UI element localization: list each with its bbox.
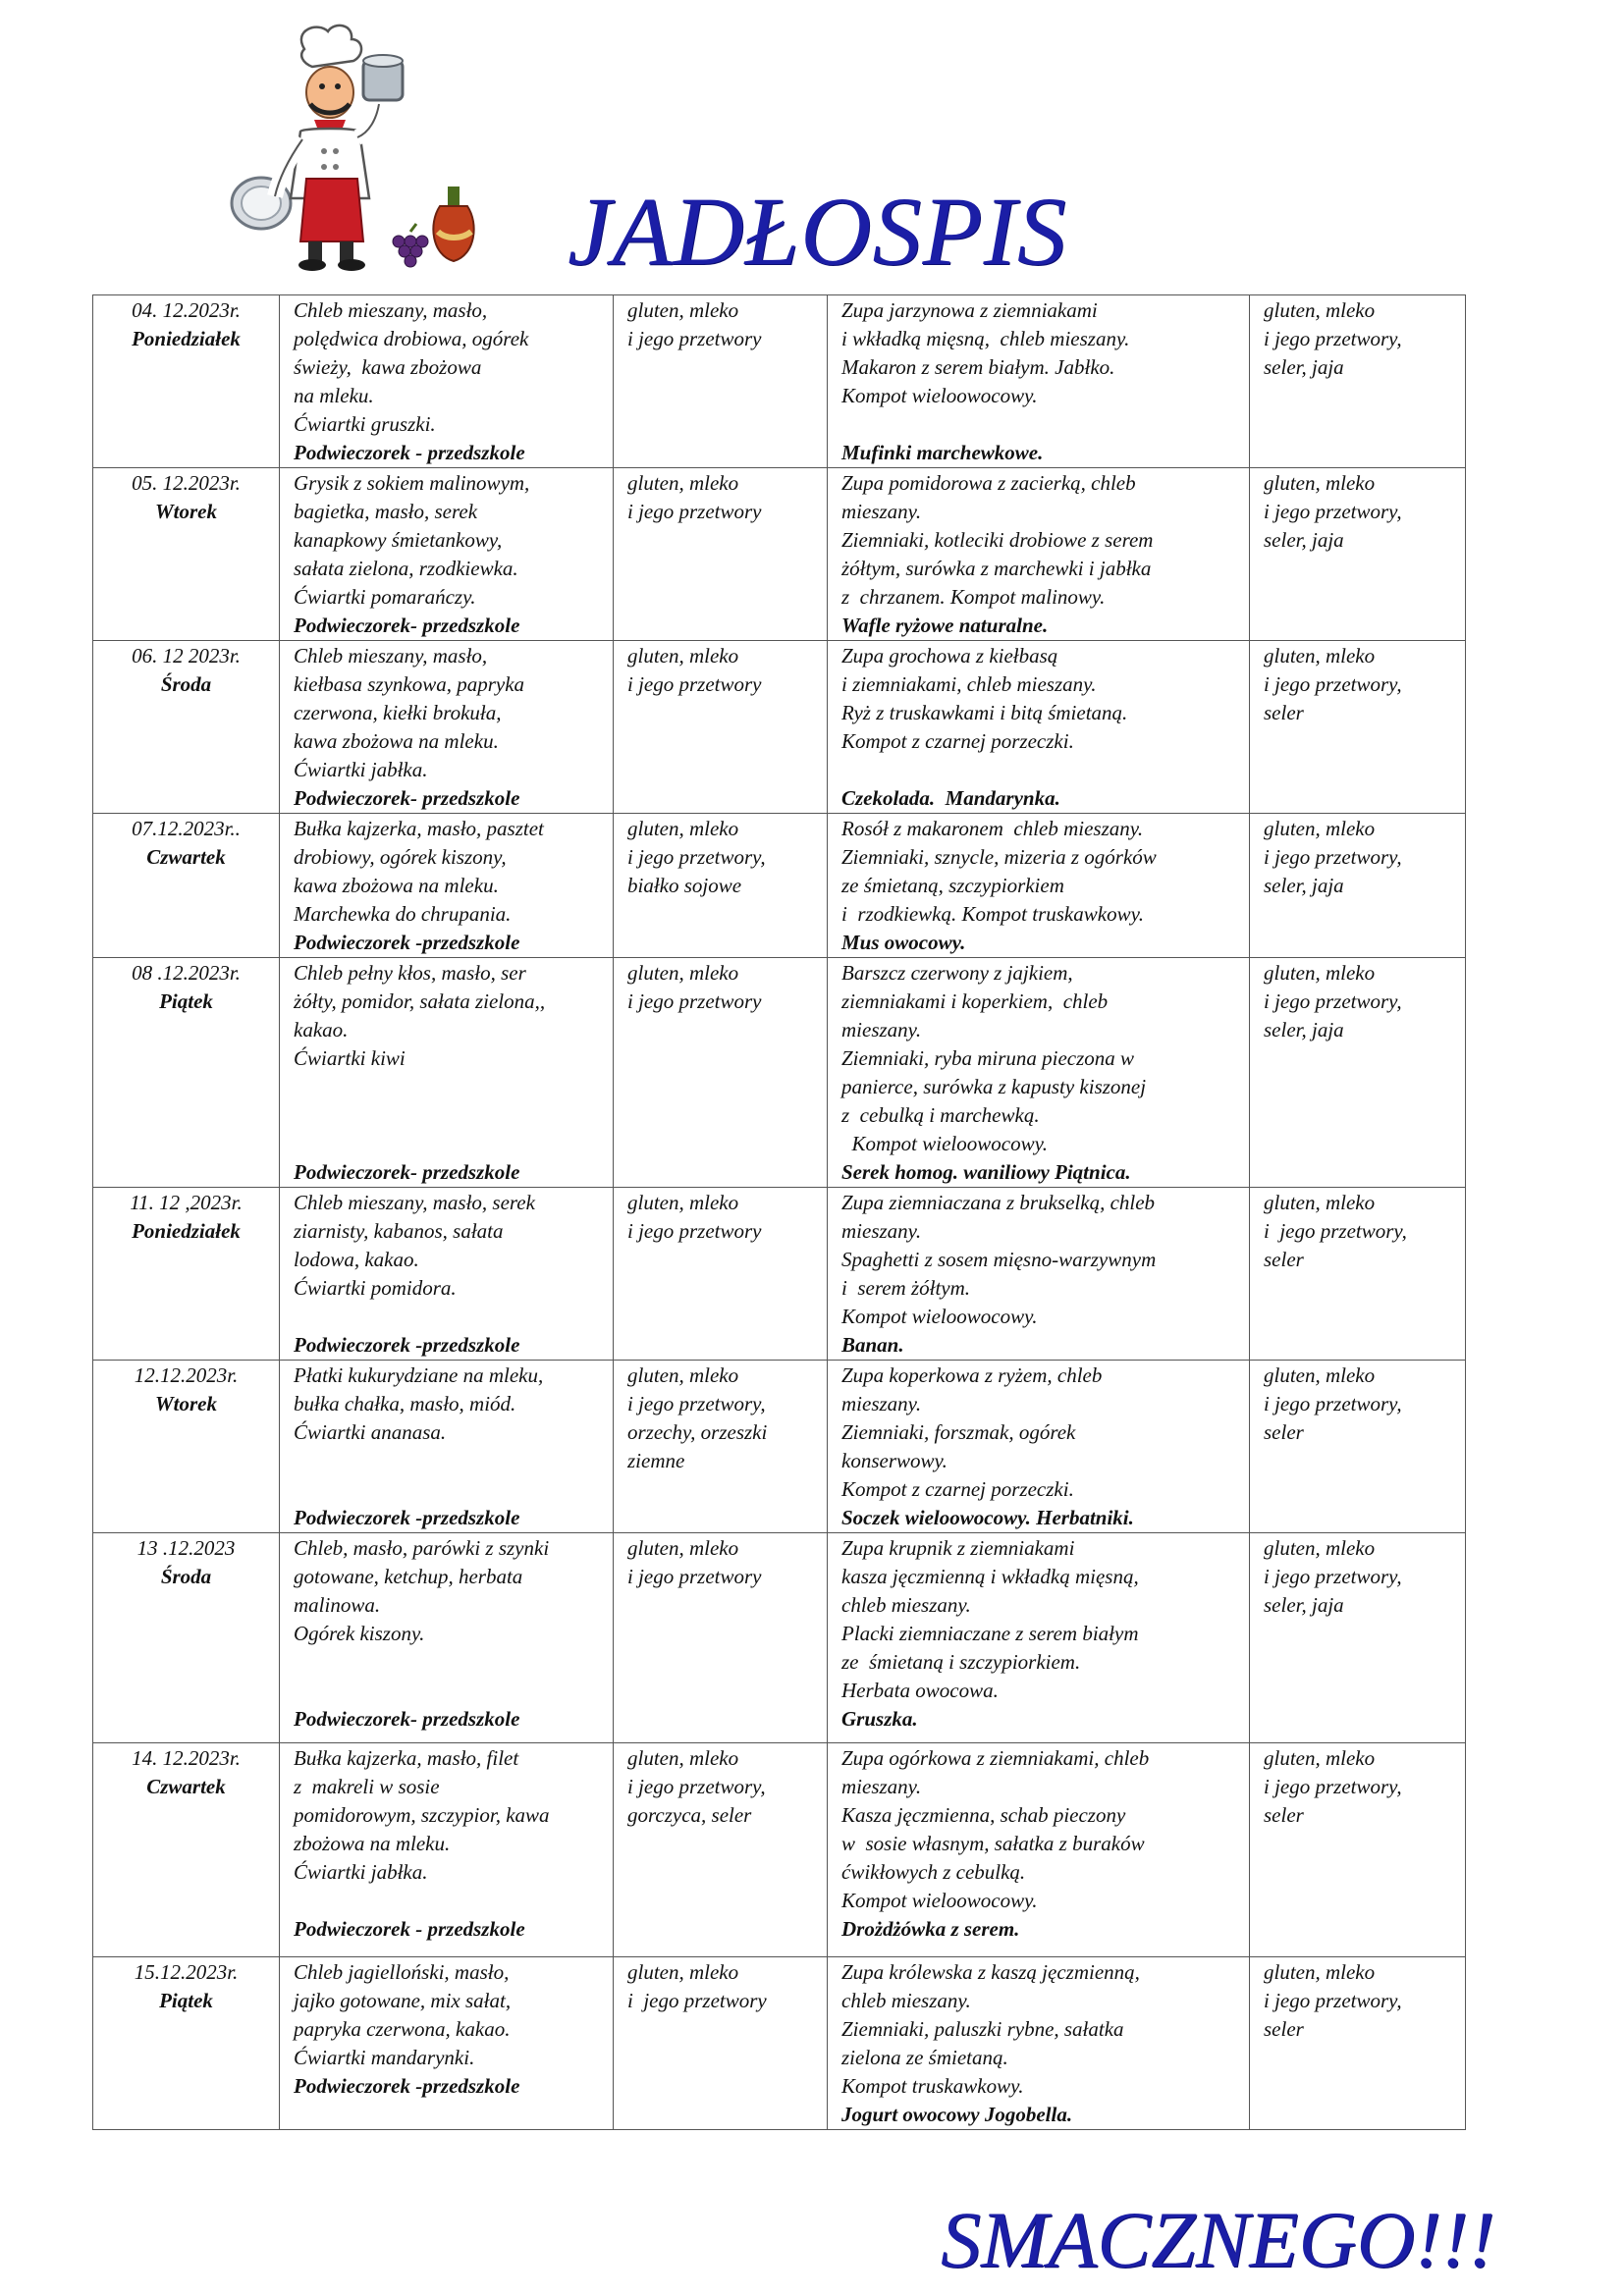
breakfast-cell-line: Chleb, masło, parówki z szynki [294,1536,550,1560]
date-cell [93,641,280,814]
breakfast-cell-line [294,1677,613,1705]
breakfast-cell-line: z makreli w sosie [294,1775,440,1798]
dinner-allergens-cell-line: seler [1264,701,1304,724]
dinner-cell-line: mieszany. [841,1775,922,1798]
date-cell [93,1188,280,1361]
dinner-cell [828,1743,1250,1957]
breakfast-snack: Podwieczorek- przedszkole [294,1707,520,1731]
dinner-cell [828,641,1250,814]
breakfast-cell-line: lodowa, kakao. [294,1248,419,1271]
dinner-cell-line: Makaron z serem białym. Jabłko. [841,355,1115,379]
breakfast-allergens-cell-line: i jego przetwory, [627,845,766,869]
dinner-snack: Wafle ryżowe naturalne. [841,614,1049,637]
breakfast-cell-line [294,1447,613,1475]
breakfast-cell-line: kakao. [294,1018,349,1041]
dinner-cell-line: i wkładką mięsną, chleb mieszany. [841,327,1130,350]
breakfast-cell-line: papryka czerwona, kakao. [294,2017,511,2041]
dinner-allergens-cell-line: i jego przetwory, [1264,845,1402,869]
date-cell [93,295,280,468]
table-row [93,958,1466,1188]
dinner-cell-line: ze śmietaną i szczypiorkiem. [841,1650,1081,1674]
dinner-cell-line: kasza jęczmienną i wkładką mięsną, [841,1565,1139,1588]
breakfast-allergens-cell [614,468,828,641]
dinner-allergens-cell-line: i jego przetwory, [1264,1775,1402,1798]
date-cell [93,1361,280,1533]
breakfast-allergens-cell [614,1533,828,1743]
breakfast-allergens-cell-line: i jego przetwory [627,989,762,1013]
breakfast-cell-line: żółty, pomidor, sałata zielona,, [294,989,546,1013]
dinner-cell-line: Ziemniaki, paluszki rybne, sałatka [841,2017,1124,2041]
dinner-cell-line: Kompot wieloowocowy. [841,384,1038,407]
dinner-cell-line: w sosie własnym, sałatka z buraków [841,1832,1145,1855]
table-row [93,1188,1466,1361]
date-text: 13 .12.2023 [136,1536,236,1560]
breakfast-allergens-cell-line: gluten, mleko [627,298,739,322]
dinner-allergens-cell [1250,295,1466,468]
dinner-cell [828,468,1250,641]
dinner-cell-line: Ziemniaki, forszmak, ogórek [841,1420,1076,1444]
date-cell [93,1743,280,1957]
breakfast-cell-line: Chleb pełny kłos, masło, ser [294,961,526,985]
dinner-cell-line: Ziemniaki, kotleciki drobiowe z serem [841,528,1154,552]
table-row [93,1743,1466,1957]
breakfast-cell-line [294,1101,613,1130]
dinner-cell [828,1533,1250,1743]
breakfast-allergens-cell [614,1743,828,1957]
dinner-allergens-cell-line: seler [1264,1420,1304,1444]
dinner-allergens-cell [1250,1743,1466,1957]
dinner-snack: Jogurt owocowy Jogobella. [841,2103,1073,2126]
breakfast-cell-line: na mleku. [294,384,374,407]
breakfast-allergens-cell-line: gorczyca, seler [627,1803,752,1827]
breakfast-allergens-cell-line: gluten, mleko [627,1191,739,1214]
breakfast-snack: Podwieczorek -przedszkole [294,1333,520,1357]
breakfast-allergens-cell [614,1361,828,1533]
dinner-allergens-cell [1250,1533,1466,1743]
dinner-cell-line: Kompot wieloowocowy. [841,1305,1038,1328]
breakfast-cell-line: Ćwiartki ananasa. [294,1420,447,1444]
table-row [93,814,1466,958]
breakfast-allergens-cell-line: i jego przetwory, [627,1775,766,1798]
dinner-cell-line: Barszcz czerwony z jajkiem, [841,961,1073,985]
dinner-snack: Mufinki marchewkowe. [841,441,1044,464]
breakfast-allergens-cell-line: i jego przetwory, [627,1392,766,1415]
breakfast-cell [280,814,614,958]
breakfast-allergens-cell-line: i jego przetwory [627,1565,762,1588]
breakfast-cell-line [294,1073,613,1101]
dinner-cell-line: z chrzanem. Kompot malinowy. [841,585,1106,609]
breakfast-cell-line: Bułka kajzerka, masło, filet [294,1746,519,1770]
dinner-snack: Mus owocowy. [841,931,966,954]
date-text: 12.12.2023r. [134,1363,239,1387]
dinner-cell [828,958,1250,1188]
breakfast-snack: Podwieczorek- przedszkole [294,614,520,637]
breakfast-cell-line: Płatki kukurydziane na mleku, [294,1363,544,1387]
dinner-cell [828,1361,1250,1533]
dinner-cell-line: mieszany. [841,1219,922,1243]
dinner-allergens-cell-line: gluten, mleko [1264,817,1376,840]
dinner-allergens-cell-line: gluten, mleko [1264,644,1376,667]
breakfast-allergens-cell-line: gluten, mleko [627,1960,739,1984]
dinner-cell-line: z cebulką i marchewką. [841,1103,1040,1127]
breakfast-cell-line: gotowane, ketchup, herbata [294,1565,523,1588]
date-cell [93,468,280,641]
breakfast-allergens-cell [614,814,828,958]
weekday-text: Piątek [159,989,213,1013]
breakfast-cell-line: bagietka, masło, serek [294,500,478,523]
date-text: 06. 12 2023r. [132,644,241,667]
dinner-allergens-cell-line: seler, jaja [1264,528,1344,552]
breakfast-cell-line: bułka chałka, masło, miód. [294,1392,516,1415]
dinner-cell-line: Rosół z makaronem chleb mieszany. [841,817,1144,840]
breakfast-allergens-cell-line: gluten, mleko [627,961,739,985]
breakfast-cell [280,1188,614,1361]
dinner-allergens-cell [1250,1361,1466,1533]
breakfast-cell [280,468,614,641]
breakfast-allergens-cell-line: białko sojowe [627,874,742,897]
dinner-allergens-cell-line: gluten, mleko [1264,961,1376,985]
dinner-cell-line: Spaghetti z sosem mięsno-warzywnym [841,1248,1157,1271]
dinner-allergens-cell-line: i jego przetwory, [1264,989,1402,1013]
dinner-cell-line: Kompot truskawkowy. [841,2074,1024,2098]
dinner-cell-line: konserwowy. [841,1449,947,1472]
dinner-allergens-cell-line: gluten, mleko [1264,298,1376,322]
dinner-cell-line: i rzodkiewką. Kompot truskawkowy. [841,902,1144,926]
breakfast-allergens-cell-line: gluten, mleko [627,1536,739,1560]
dinner-allergens-cell-line: i jego przetwory, [1264,1989,1402,2012]
breakfast-cell-line: Chleb mieszany, masło, [294,644,488,667]
weekday-text: Wtorek [155,1392,217,1415]
breakfast-cell-line: Ćwiartki pomidora. [294,1276,457,1300]
dinner-cell-line: Zupa ziemniaczana z brukselką, chleb [841,1191,1156,1214]
breakfast-snack: Podwieczorek - przedszkole [294,1917,525,1941]
breakfast-allergens-cell-line: i jego przetwory [627,1989,767,2012]
dinner-allergens-cell-line: seler [1264,2017,1304,2041]
dinner-allergens-cell-line: gluten, mleko [1264,1746,1376,1770]
dinner-cell-line: Kompot z czarnej porzeczki. [841,1477,1074,1501]
dinner-cell-line: Zupa grochowa z kiełbasą [841,644,1058,667]
breakfast-cell [280,1361,614,1533]
menu-table [92,294,1466,2130]
breakfast-cell-line: czerwona, kiełki brokuła, [294,701,502,724]
breakfast-cell-line: Ćwiartki pomarańczy. [294,585,476,609]
dinner-cell-line: Kompot z czarnej porzeczki. [841,729,1074,753]
table-row [93,641,1466,814]
breakfast-cell-line: kanapkowy śmietankowy, [294,528,503,552]
breakfast-cell-line: jajko gotowane, mix sałat, [294,1989,512,2012]
breakfast-allergens-cell-line: i jego przetwory [627,1219,762,1243]
breakfast-allergens-cell [614,641,828,814]
dinner-cell-line: panierce, surówka z kapusty kiszonej [841,1075,1147,1098]
dinner-allergens-cell [1250,1957,1466,2130]
breakfast-cell-line: ziarnisty, kabanos, sałata [294,1219,504,1243]
dinner-cell-line [841,410,1249,439]
dinner-allergens-cell-line: i jego przetwory, [1264,1219,1407,1243]
dinner-cell-line: Zupa ogórkowa z ziemniakami, chleb [841,1746,1150,1770]
dinner-cell-line: ziemniakami i koperkiem, chleb [841,989,1109,1013]
date-text: 15.12.2023r. [134,1960,239,1984]
date-text: 14. 12.2023r. [132,1746,241,1770]
table-row [93,1957,1466,2130]
dinner-cell-line: Herbata owocowa. [841,1679,999,1702]
weekday-text: Poniedziałek [132,327,241,350]
dinner-allergens-cell-line: seler [1264,1248,1304,1271]
breakfast-cell [280,1533,614,1743]
dinner-cell-line: mieszany. [841,1392,922,1415]
breakfast-allergens-cell-line: gluten, mleko [627,471,739,495]
dinner-allergens-cell-line: seler, jaja [1264,874,1344,897]
dinner-allergens-cell-line: i jego przetwory, [1264,672,1402,696]
dinner-cell-line: i serem żółtym. [841,1276,971,1300]
breakfast-cell-line [294,1887,613,1915]
breakfast-cell [280,641,614,814]
dinner-allergens-cell-line: i jego przetwory, [1264,1392,1402,1415]
breakfast-allergens-cell [614,958,828,1188]
date-cell [93,958,280,1188]
breakfast-allergens-cell-line: i jego przetwory [627,327,762,350]
dinner-cell-line: Zupa koperkowa z ryżem, chleb [841,1363,1103,1387]
dinner-cell-line: Kasza jęczmienna, schab pieczony [841,1803,1126,1827]
breakfast-allergens-cell [614,1957,828,2130]
dinner-cell [828,295,1250,468]
dinner-allergens-cell-line: seler [1264,1803,1304,1827]
dinner-allergens-cell-line: gluten, mleko [1264,1191,1376,1214]
weekday-text: Środa [160,1565,212,1588]
breakfast-allergens-cell-line: gluten, mleko [627,644,739,667]
dinner-cell-line: mieszany. [841,1018,922,1041]
breakfast-snack: Podwieczorek -przedszkole [294,931,520,954]
breakfast-cell-line [294,1303,613,1331]
date-text: 04. 12.2023r. [132,298,241,322]
breakfast-allergens-cell-line: orzechy, orzeszki [627,1420,768,1444]
dinner-cell-line: Ryż z truskawkami i bitą śmietaną. [841,701,1128,724]
dinner-allergens-cell [1250,1188,1466,1361]
dinner-cell-line: i ziemniakami, chleb mieszany. [841,672,1097,696]
breakfast-snack: Podwieczorek- przedszkole [294,786,520,810]
dinner-allergens-cell [1250,814,1466,958]
dinner-allergens-cell-line: i jego przetwory, [1264,327,1402,350]
dinner-snack: Soczek wieloowocowy. Herbatniki. [841,1506,1134,1529]
dinner-cell-line: Ziemniaki, ryba miruna pieczona w [841,1046,1135,1070]
date-cell [93,814,280,958]
breakfast-allergens-cell-line: gluten, mleko [627,817,739,840]
page-title: JADŁOSPIS [568,177,1067,286]
dinner-allergens-cell-line: i jego przetwory, [1264,1565,1402,1588]
breakfast-allergens-cell [614,295,828,468]
dinner-cell-line: Zupa królewska z kaszą jęczmienną, [841,1960,1140,1984]
dinner-snack: Banan. [841,1333,904,1357]
weekday-text: Czwartek [146,1775,226,1798]
dinner-cell [828,814,1250,958]
breakfast-cell-line: Chleb mieszany, masło, [294,298,488,322]
dinner-cell-line: żółtym, surówka z marchewki i jabłka [841,557,1152,580]
dinner-cell-line: Zupa krupnik z ziemniakami [841,1536,1075,1560]
dinner-allergens-cell [1250,958,1466,1188]
weekday-text: Piątek [159,1989,213,2012]
breakfast-allergens-cell-line: ziemne [627,1449,685,1472]
dinner-snack: Drożdżówka z serem. [841,1917,1020,1941]
weekday-text: Czwartek [146,845,226,869]
dinner-cell [828,1957,1250,2130]
breakfast-cell [280,1743,614,1957]
breakfast-cell-line: kiełbasa szynkowa, papryka [294,672,525,696]
table-row [93,1533,1466,1743]
breakfast-cell [280,295,614,468]
dinner-cell-line: chleb mieszany. [841,1593,971,1617]
breakfast-cell-line: Grysik z sokiem malinowym, [294,471,530,495]
breakfast-cell-line: drobiowy, ogórek kiszony, [294,845,507,869]
dinner-cell-line: mieszany. [841,500,922,523]
weekday-text: Wtorek [155,500,217,523]
dinner-allergens-cell-line: seler, jaja [1264,355,1344,379]
dinner-allergens-cell-line: gluten, mleko [1264,1536,1376,1560]
dinner-cell-line: Ziemniaki, sznycle, mizeria z ogórków [841,845,1157,869]
dinner-cell-line: ćwikłowych z cebulką. [841,1860,1026,1884]
weekday-text: Środa [160,672,212,696]
dinner-cell-line: Kompot wieloowocowy. [841,1889,1038,1912]
dinner-cell-line: Zupa pomidorowa z zacierką, chleb [841,471,1136,495]
breakfast-snack: Podwieczorek - przedszkole [294,441,525,464]
dinner-cell-line: Placki ziemniaczane z serem białym [841,1622,1139,1645]
chef-illustration [214,22,538,277]
breakfast-cell-line: sałata zielona, rzodkiewka. [294,557,518,580]
table-row [93,468,1466,641]
breakfast-cell-line: Marchewka do chrupania. [294,902,512,926]
breakfast-cell-line [294,1475,613,1504]
breakfast-cell-line: Ćwiartki jabłka. [294,1860,428,1884]
breakfast-cell-line: Ćwiartki jabłka. [294,758,428,781]
breakfast-cell-line: Ćwiartki kiwi [294,1046,406,1070]
dinner-snack: Serek homog. waniliowy Piątnica. [841,1160,1131,1184]
breakfast-cell-line: Ogórek kiszony. [294,1622,425,1645]
date-text: 07.12.2023r.. [132,817,241,840]
breakfast-cell-line: polędwica drobiowa, ogórek [294,327,529,350]
breakfast-cell-line: kawa zbożowa na mleku. [294,729,499,753]
breakfast-cell-line [294,1648,613,1677]
breakfast-cell-line: pomidorowym, szczypior, kawa [294,1803,550,1827]
dinner-cell-line: Kompot wieloowocowy. [841,1132,1048,1155]
dinner-allergens-cell-line: seler, jaja [1264,1018,1344,1041]
breakfast-cell-line: Chleb mieszany, masło, serek [294,1191,535,1214]
breakfast-cell-line: Bułka kajzerka, masło, pasztet [294,817,544,840]
breakfast-cell [280,1957,614,2130]
breakfast-cell-line: Ćwiartki gruszki. [294,412,436,436]
date-text: 08 .12.2023r. [132,961,241,985]
dinner-allergens-cell-line: i jego przetwory, [1264,500,1402,523]
date-cell [93,1533,280,1743]
dinner-cell-line: ze śmietaną, szczypiorkiem [841,874,1064,897]
menu-table-body [93,295,1466,2130]
weekday-text: Poniedziałek [132,1219,241,1243]
breakfast-cell-line: malinowa. [294,1593,381,1617]
dinner-cell-line: chleb mieszany. [841,1989,971,2012]
breakfast-snack: Podwieczorek -przedszkole [294,2074,520,2098]
breakfast-snack: Podwieczorek -przedszkole [294,1506,520,1529]
breakfast-cell-line: kawa zbożowa na mleku. [294,874,499,897]
table-row [93,1361,1466,1533]
dinner-cell [828,1188,1250,1361]
date-text: 05. 12.2023r. [132,471,241,495]
dinner-allergens-cell-line: gluten, mleko [1264,1960,1376,1984]
breakfast-cell-line [294,1130,613,1158]
dinner-snack: Gruszka. [841,1707,918,1731]
dinner-snack: Czekolada. Mandarynka. [841,786,1060,810]
date-cell [93,1957,280,2130]
date-text: 11. 12 ,2023r. [130,1191,243,1214]
breakfast-allergens-cell-line: gluten, mleko [627,1746,739,1770]
breakfast-cell-line: Ćwiartki mandarynki. [294,2046,475,2069]
dinner-cell-line: zielona ze śmietaną. [841,2046,1008,2069]
footer-slogan: SMACZNEGO!!! [941,2195,1495,2284]
breakfast-cell-line: świeży, kawa zbożowa [294,355,482,379]
breakfast-snack: Podwieczorek- przedszkole [294,1160,520,1184]
dinner-cell-line [841,756,1249,784]
dinner-cell-line: Zupa jarzynowa z ziemniakami [841,298,1098,322]
dinner-allergens-cell [1250,468,1466,641]
dinner-allergens-cell-line: gluten, mleko [1264,1363,1376,1387]
breakfast-allergens-cell-line: i jego przetwory [627,672,762,696]
breakfast-allergens-cell [614,1188,828,1361]
breakfast-allergens-cell-line: i jego przetwory [627,500,762,523]
dinner-allergens-cell-line: gluten, mleko [1264,471,1376,495]
table-row [93,295,1466,468]
breakfast-cell-line: zbożowa na mleku. [294,1832,451,1855]
dinner-allergens-cell-line: seler, jaja [1264,1593,1344,1617]
breakfast-cell-line: Chleb jagielloński, masło, [294,1960,510,1984]
breakfast-cell [280,958,614,1188]
breakfast-allergens-cell-line: gluten, mleko [627,1363,739,1387]
dinner-allergens-cell [1250,641,1466,814]
